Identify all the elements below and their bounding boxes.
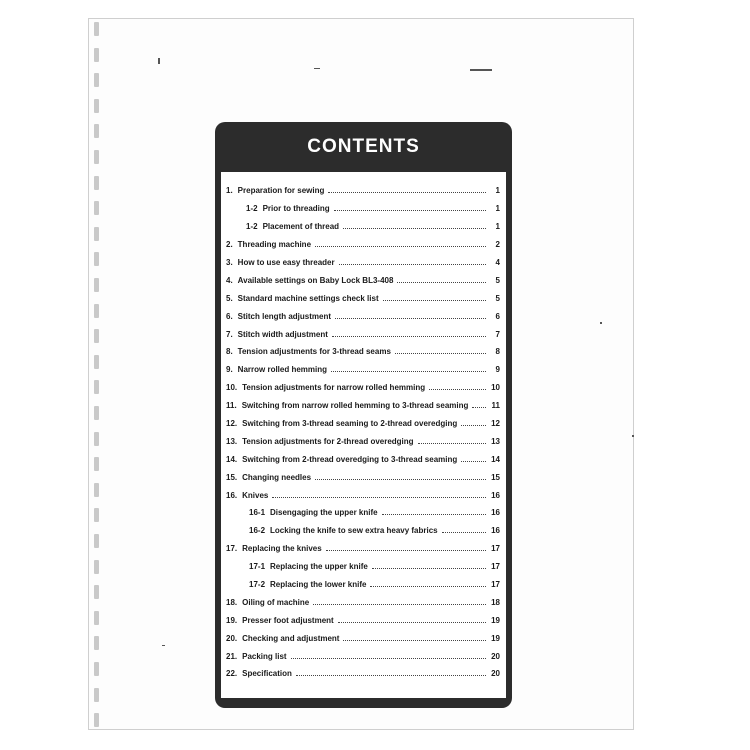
toc-leader-dots: [339, 264, 486, 265]
toc-leader-dots: [328, 192, 486, 193]
toc-entry-title: Presser foot adjustment: [242, 615, 334, 625]
toc-entry: [221, 629, 506, 647]
binding-hole: [94, 124, 99, 138]
toc-entry-title: Switching from narrow rolled hemming to 3-thread seaming: [241, 401, 469, 411]
toc-leader-dots: [442, 532, 486, 533]
toc-leader-dots: [326, 550, 486, 551]
toc-entry-page: 15: [491, 472, 500, 482]
toc-entry-number: 20.: [226, 633, 238, 643]
toc-entry: [221, 432, 506, 450]
toc-entry-number: 19.: [226, 615, 238, 625]
toc-entry-number: 16-2: [249, 526, 266, 536]
toc-leader-dots: [397, 282, 486, 283]
toc-entry-number: 18.: [226, 597, 238, 607]
toc-entry-number: 14.: [226, 454, 238, 464]
toc-entry: [221, 647, 506, 665]
toc-entry-number: 12.: [226, 419, 238, 429]
binding-hole: [94, 534, 99, 548]
toc-leader-dots: [335, 318, 486, 319]
binding-hole: [94, 304, 99, 318]
toc-entry-page: 17: [491, 544, 500, 554]
toc-entry-page: 16: [491, 508, 500, 518]
toc-entry-number: 2.: [226, 240, 233, 250]
toc-entry: [221, 307, 506, 325]
scan-speck: [158, 58, 160, 64]
toc-entry-page: 4: [495, 258, 500, 267]
binding-hole: [94, 611, 99, 625]
toc-entry-page: 1: [495, 204, 500, 214]
toc-leader-dots: [334, 210, 486, 211]
toc-leader-dots: [370, 586, 486, 587]
toc-entry-page: 17: [491, 580, 500, 590]
toc-entry-title: Threading machine: [237, 240, 312, 250]
scan-speck: [470, 69, 492, 71]
scan-speck: [162, 645, 165, 646]
toc-entry-number: 1-2: [246, 222, 258, 232]
binding-hole: [94, 483, 99, 497]
binding-hole: [94, 688, 99, 702]
toc-entry: [221, 593, 506, 611]
toc-entry: [221, 397, 506, 415]
toc-leader-dots: [395, 353, 486, 354]
toc-entry-number: 11.: [226, 401, 237, 411]
toc-entry-page: 12: [491, 419, 500, 429]
binding-hole: [94, 227, 99, 241]
toc-entry: [221, 415, 506, 433]
toc-leader-dots: [343, 640, 486, 641]
toc-leader-dots: [383, 300, 486, 301]
toc-leader-dots: [472, 407, 486, 408]
toc-entry-number: 7.: [226, 329, 233, 339]
toc-list: [221, 182, 506, 683]
toc-entry-page: 18: [491, 597, 500, 607]
toc-entry-title: Locking the knife to sew extra heavy fabrics: [270, 526, 438, 536]
binding-hole: [94, 380, 99, 394]
binding-hole: [94, 99, 99, 113]
toc-entry-title: Disengaging the upper knife: [270, 508, 378, 518]
toc-entry-title: Switching from 3-thread seaming to 2-thread overedging: [242, 419, 458, 429]
binding-hole: [94, 73, 99, 87]
toc-entry: [221, 468, 506, 486]
binding-hole: [94, 560, 99, 574]
toc-entry-number: 16-1: [249, 508, 266, 518]
toc-entry-title: Stitch length adjustment: [237, 311, 332, 321]
toc-entry-page: 20: [491, 669, 500, 679]
binding-hole: [94, 457, 99, 471]
toc-entry-page: 2: [495, 240, 500, 250]
toc-entry-page: 5: [495, 293, 500, 303]
toc-entry-title: Replacing the knives: [242, 544, 322, 554]
binding-hole: [94, 585, 99, 599]
toc-entry-number: 21.: [226, 651, 238, 661]
toc-entry: [221, 182, 506, 200]
toc-leader-dots: [315, 479, 486, 480]
toc-entry-number: 3.: [226, 258, 233, 267]
binding-hole: [94, 406, 99, 420]
toc-entry: [221, 522, 506, 540]
toc-entry-title: Tension adjustments for narrow rolled hemming: [242, 383, 426, 393]
toc-entry: [221, 558, 506, 576]
toc-entry-page: 16: [491, 490, 500, 500]
toc-entry-number: 16.: [226, 490, 238, 500]
toc-entry: [221, 379, 506, 397]
toc-entry-page: 1: [495, 222, 500, 232]
scan-speck: [632, 435, 634, 437]
toc-leader-dots: [338, 622, 486, 623]
toc-entry: [221, 200, 506, 218]
toc-entry: [221, 218, 506, 236]
contents-title: CONTENTS: [307, 136, 420, 157]
toc-entry-number: 6.: [226, 311, 233, 321]
toc-entry-title: Switching from 2-thread overedging to 3-thread seaming: [242, 454, 458, 464]
contents-list-area: [221, 172, 506, 698]
toc-entry-page: 5: [495, 275, 500, 285]
toc-entry-title: Preparation for sewing: [237, 186, 325, 196]
toc-entry: [221, 361, 506, 379]
toc-entry-page: 19: [491, 615, 500, 625]
toc-entry-number: 4.: [226, 275, 233, 285]
toc-entry-title: Changing needles: [242, 472, 312, 482]
binding-hole: [94, 150, 99, 164]
toc-entry-title: Standard machine settings check list: [237, 293, 379, 303]
toc-entry: [221, 254, 506, 272]
toc-entry-number: 9.: [226, 365, 233, 375]
toc-entry-number: 17-1: [249, 562, 266, 572]
binding-hole: [94, 713, 99, 727]
toc-entry-title: Tension adjustments for 3-thread seams: [237, 347, 391, 357]
scan-speck: [314, 68, 320, 69]
toc-entry: [221, 289, 506, 307]
toc-entry-page: 9: [495, 365, 500, 375]
binding-hole: [94, 662, 99, 676]
toc-entry-number: 8.: [226, 347, 233, 357]
toc-entry: [221, 665, 506, 683]
toc-entry-title: Oiling of machine: [242, 597, 310, 607]
toc-entry-number: 1.: [226, 186, 233, 196]
toc-entry-title: Checking and adjustment: [242, 633, 340, 643]
toc-leader-dots: [272, 497, 486, 498]
toc-entry-title: Prior to threading: [262, 204, 330, 214]
toc-entry-page: 6: [495, 311, 500, 321]
toc-entry-page: 19: [491, 633, 500, 643]
toc-entry-title: Replacing the upper knife: [270, 562, 368, 572]
toc-entry-title: Placement of thread: [262, 222, 340, 232]
toc-entry: [221, 576, 506, 594]
toc-entry-page: 14: [491, 454, 500, 464]
toc-entry-page: 11: [491, 401, 500, 411]
toc-entry-number: 13.: [226, 436, 238, 446]
toc-leader-dots: [461, 461, 486, 462]
toc-entry-number: 15.: [226, 472, 238, 482]
toc-entry: [221, 325, 506, 343]
binding-hole: [94, 252, 99, 266]
toc-entry: [221, 486, 506, 504]
toc-entry-number: 17-2: [249, 580, 266, 590]
toc-entry-page: 1: [495, 186, 500, 196]
binding-hole: [94, 278, 99, 292]
toc-entry: [221, 450, 506, 468]
toc-entry-title: How to use easy threader: [237, 258, 335, 267]
toc-entry-title: Available settings on Baby Lock BL3-408: [237, 275, 394, 285]
toc-leader-dots: [429, 389, 486, 390]
toc-entry-page: 17: [491, 562, 500, 572]
toc-entry-title: Specification: [242, 669, 292, 679]
toc-leader-dots: [343, 228, 486, 229]
binding-hole: [94, 176, 99, 190]
binding-hole: [94, 48, 99, 62]
toc-entry-number: 22.: [226, 669, 238, 679]
toc-entry-page: 13: [491, 436, 500, 446]
toc-entry-page: 16: [491, 526, 500, 536]
toc-leader-dots: [372, 568, 486, 569]
toc-leader-dots: [461, 425, 486, 426]
toc-entry: [221, 271, 506, 289]
toc-entry-title: Knives: [242, 490, 269, 500]
toc-entry-title: Packing list: [242, 651, 287, 661]
binding-hole: [94, 355, 99, 369]
toc-leader-dots: [331, 371, 486, 372]
binding-hole: [94, 636, 99, 650]
toc-entry-number: 1-2: [246, 204, 258, 214]
toc-leader-dots: [332, 336, 486, 337]
toc-entry: [221, 236, 506, 254]
toc-leader-dots: [291, 658, 486, 659]
toc-entry-number: 17.: [226, 544, 238, 554]
toc-leader-dots: [382, 514, 486, 515]
toc-entry: [221, 540, 506, 558]
toc-entry-page: 8: [495, 347, 500, 357]
toc-leader-dots: [313, 604, 486, 605]
toc-entry-page: 20: [491, 651, 500, 661]
toc-entry-number: 10.: [226, 383, 238, 393]
contents-panel: [215, 122, 512, 708]
toc-leader-dots: [296, 675, 486, 676]
toc-entry: [221, 343, 506, 361]
scan-speck: [600, 322, 602, 324]
toc-leader-dots: [418, 443, 486, 444]
toc-entry-title: Stitch width adjustment: [237, 329, 328, 339]
toc-leader-dots: [315, 246, 486, 247]
toc-entry: [221, 504, 506, 522]
toc-entry: [221, 611, 506, 629]
toc-entry-page: 7: [495, 329, 500, 339]
toc-entry-page: 10: [491, 383, 500, 393]
toc-entry-title: Tension adjustments for 2-thread overedging: [242, 436, 414, 446]
binding-hole: [94, 329, 99, 343]
binding-hole: [94, 432, 99, 446]
toc-entry-title: Replacing the lower knife: [270, 580, 367, 590]
binding-hole: [94, 508, 99, 522]
binding-hole: [94, 201, 99, 215]
toc-entry-number: 5.: [226, 293, 233, 303]
toc-entry-title: Narrow rolled hemming: [237, 365, 328, 375]
binding-hole: [94, 22, 99, 36]
